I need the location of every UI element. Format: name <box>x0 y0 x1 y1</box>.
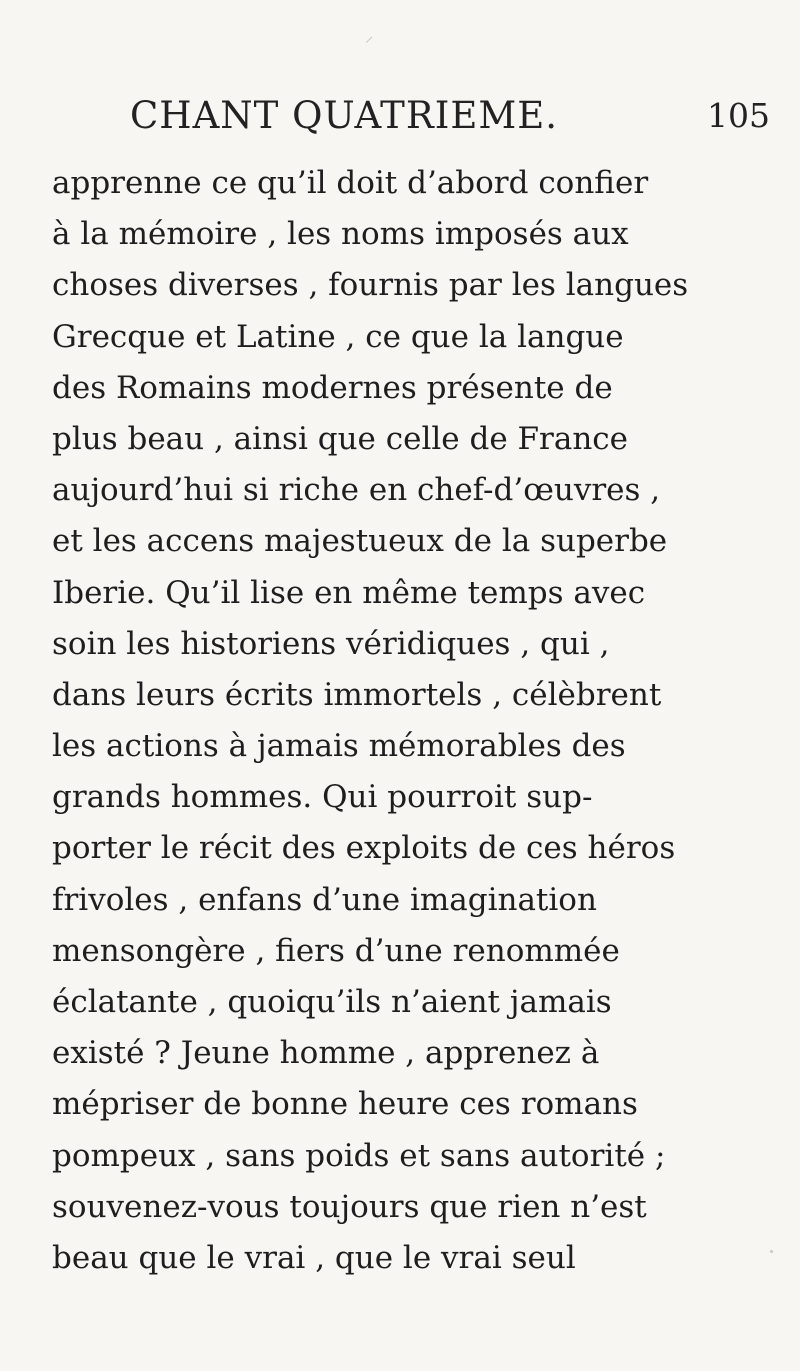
text-line: frivoles , enfans d’une imagination <box>52 881 597 918</box>
text-line: pompeux , sans poids et sans autorité ; <box>52 1137 666 1174</box>
text-line: dans leurs écrits immortels , célèbrent <box>52 676 662 713</box>
printer-mark <box>366 36 378 48</box>
text-line: existé ? Jeune homme , apprenez à <box>52 1035 600 1072</box>
text-line: et les accens majestueux de la superbe <box>52 523 668 560</box>
text-line: porter le récit des exploits de ces héros <box>52 830 676 867</box>
text-line: mépriser de bonne heure ces romans <box>52 1086 638 1123</box>
text-line: mensongère , fiers d’une renommée <box>52 932 620 969</box>
text-line: des Romains modernes présente de <box>52 369 613 406</box>
text-line: à la mémoire , les noms imposés aux <box>52 216 629 253</box>
paper-speck <box>770 1250 773 1253</box>
text-line: Iberie. Qu’il lise en même temps avec <box>52 574 646 611</box>
body-text <box>52 158 777 1284</box>
page-number: 105 <box>707 96 770 135</box>
text-line: éclatante , quoiqu’ils n’aient jamais <box>52 984 612 1020</box>
text-line: beau que le vrai , que le vrai seul <box>52 1239 576 1276</box>
text-line: souvenez-vous toujours que rien n’est <box>52 1188 647 1225</box>
text-line: les actions à jamais mémorables des <box>52 728 626 765</box>
running-title: CHANT QUATRIEME. <box>130 94 559 137</box>
text-line: Grecque et Latine , ce que la langue <box>52 318 624 355</box>
page-header <box>130 94 770 144</box>
text-line: choses diverses , fournis par les langues <box>52 267 689 304</box>
text-line: soin les historiens véridiques , qui , <box>52 625 610 662</box>
text-line: plus beau , ainsi que celle de France <box>52 420 628 457</box>
text-line: grands hommes. Qui pourroit sup- <box>52 779 593 816</box>
text-line: aujourd’hui si riche en chef-d’œuvres , <box>52 472 661 509</box>
text-line: apprenne ce qu’il doit d’abord confier <box>52 165 649 201</box>
